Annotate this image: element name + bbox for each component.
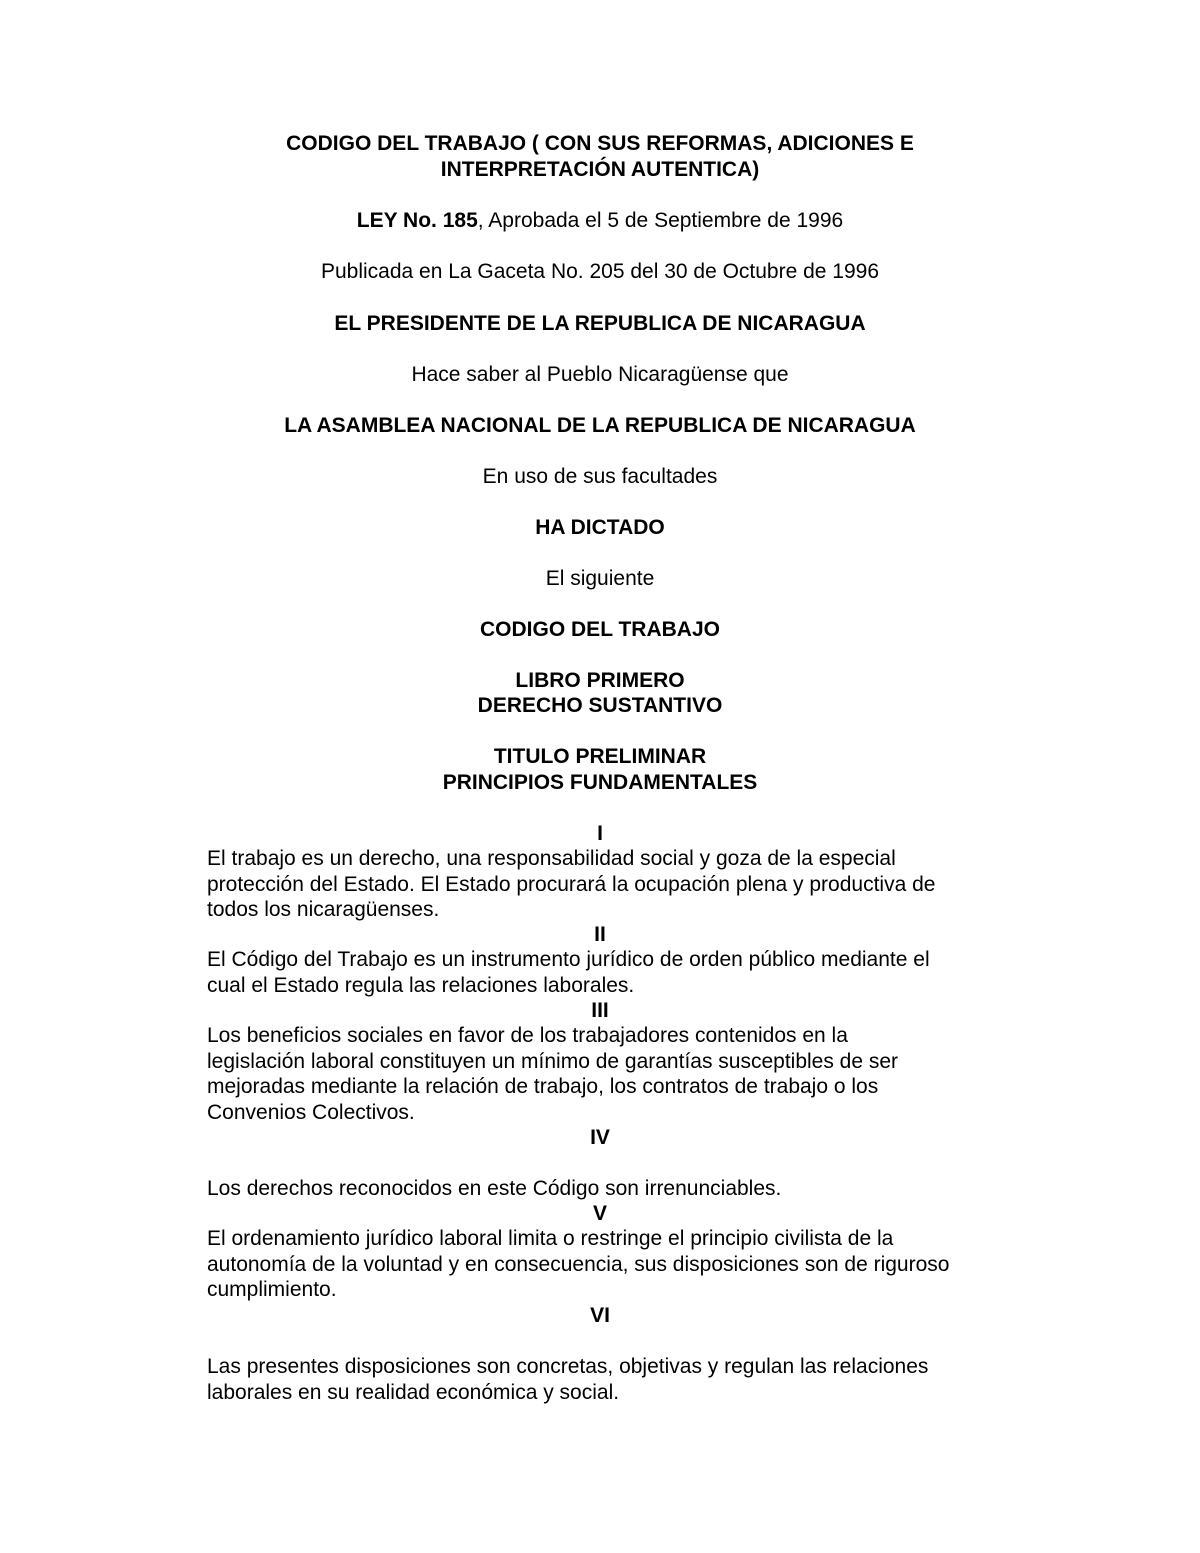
code-heading: CODIGO DEL TRABAJO — [480, 618, 720, 641]
principle-line: cual el Estado regula las relaciones laborales. — [207, 973, 635, 997]
principle-line: todos los nicaragüenses. — [207, 898, 440, 921]
principle-text — [207, 1176, 1007, 1202]
principle-line: protección del Estado. El Estado procurará la ocupación plena y productiva de — [207, 872, 936, 896]
principle-line: laborales en su realidad económica y social. — [207, 1380, 620, 1404]
principle-line: Convenios Colectivos. — [207, 1100, 415, 1124]
principle-line: Las presentes disposiciones son concretas, objetivas y regulan las relaciones — [207, 1355, 929, 1378]
principle-line: Los derechos reconocidos en este Código son irrenunciables. — [207, 1177, 782, 1200]
faculties-text: En uso de sus facultades — [482, 465, 718, 488]
ha-dictado-heading: HA DICTADO — [535, 516, 665, 539]
principle-line: El ordenamiento jurídico laboral limita o restringe el principio civilista de la — [207, 1227, 894, 1250]
principle-numeral: III — [591, 999, 609, 1022]
principle-line: cumplimiento. — [207, 1278, 337, 1301]
book-heading-line1: LIBRO PRIMERO — [515, 669, 685, 692]
gazette-publication: Publicada en La Gaceta No. 205 del 30 de Octubre de 1996 — [320, 260, 880, 283]
principle-text — [207, 1226, 1007, 1303]
principle-line: legislación laboral constituyen un mínimo de garantías susceptibles de ser — [207, 1049, 899, 1073]
title-heading-line2: PRINCIPIOS FUNDAMENTALES — [442, 771, 758, 794]
principle-text — [207, 1354, 1007, 1405]
principle-line: El trabajo es un derecho, una responsabilidad social y goza de la especial — [207, 847, 896, 870]
title-heading-line1: TITULO PRELIMINAR — [493, 745, 707, 768]
principle-text — [207, 1023, 1007, 1125]
principle-numeral: I — [597, 822, 603, 845]
law-number-line — [0, 208, 1200, 233]
proclamation-text: Hace saber al Pueblo Nicaragüense que — [411, 363, 789, 386]
principle-numeral: VI — [590, 1304, 610, 1327]
president-heading: EL PRESIDENTE DE LA REPUBLICA DE NICARAGUA — [334, 312, 866, 335]
principle-line: El Código del Trabajo es un instrumento jurídico de orden público mediante el — [207, 948, 930, 971]
law-number: LEY No. 185 — [356, 209, 478, 232]
principle-text — [207, 846, 1007, 923]
principle-numeral: V — [592, 1202, 607, 1225]
document-title-line2: INTERPRETACIÓN AUTENTICA) — [440, 158, 760, 181]
el-siguiente-text: El siguiente — [545, 567, 655, 590]
law-approval-date: , Aprobada el 5 de Septiembre de 1996 — [477, 209, 844, 232]
principle-line: autonomía de la voluntad y en consecuencia, sus disposiciones son de riguroso — [207, 1252, 950, 1276]
principle-text — [207, 947, 1007, 998]
principle-numeral: II — [594, 923, 606, 946]
document-title-line1: CODIGO DEL TRABAJO ( CON SUS REFORMAS, ADICIONES E — [286, 132, 914, 155]
principle-numeral: IV — [590, 1126, 610, 1149]
principle-line: mejoradas mediante la relación de trabajo, los contratos de trabajo o los — [207, 1075, 879, 1098]
principle-line: Los beneficios sociales en favor de los trabajadores contenidos en la — [207, 1024, 848, 1047]
assembly-heading: LA ASAMBLEA NACIONAL DE LA REPUBLICA DE NICARAGUA — [284, 414, 916, 437]
book-heading-line2: DERECHO SUSTANTIVO — [477, 694, 723, 717]
